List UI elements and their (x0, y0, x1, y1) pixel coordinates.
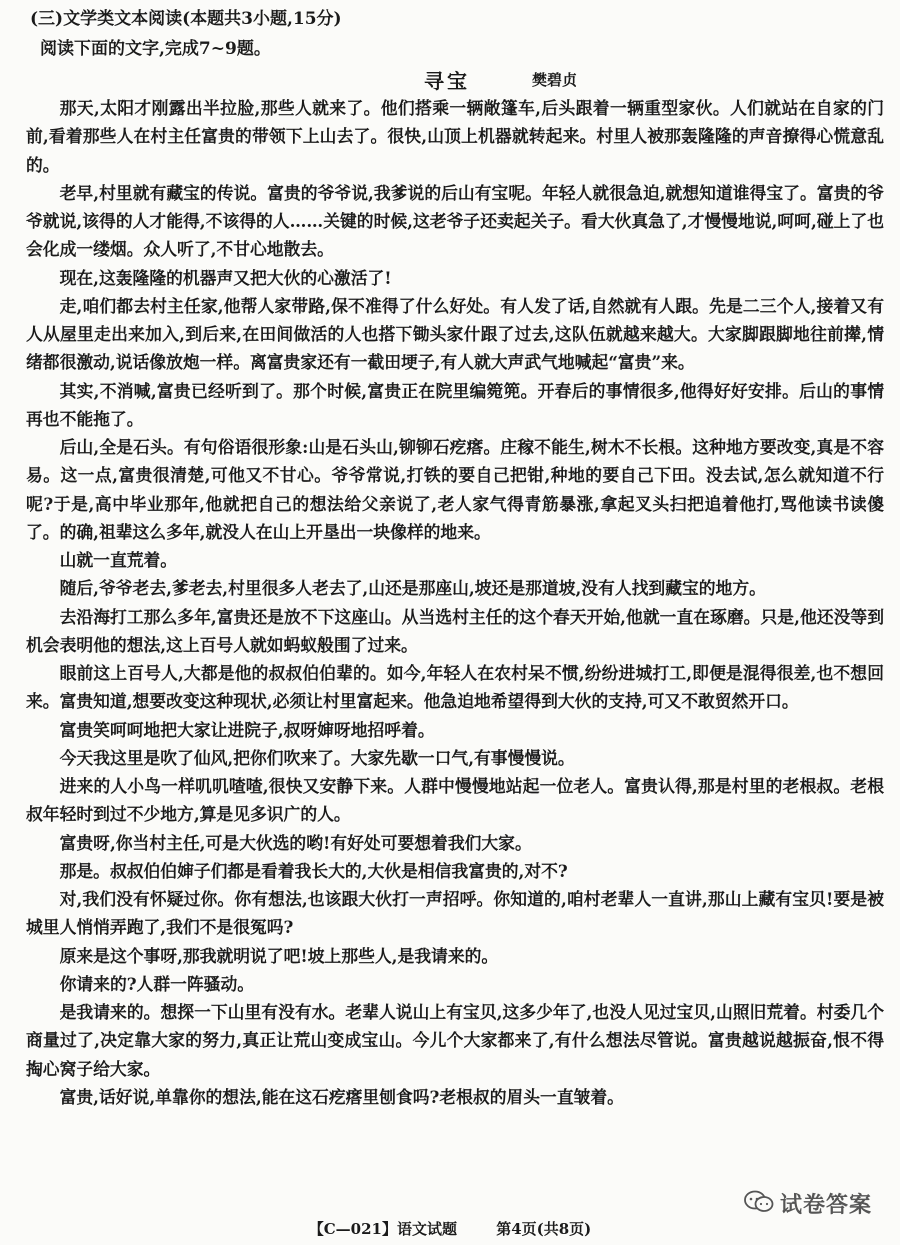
chat-bubble-icon (744, 1189, 774, 1219)
page-footer (0, 1218, 900, 1239)
article-paragraph: 眼前这上百号人,大都是他的叔叔伯伯辈的。如今,年轻人在农村呆不惯,纷纷进城打工,即便是混得很差,也不想回来。富贵知道,想要改变这种现状,必须让村里富起来。他急迫地希望得到大伙的支持,可又不敢贸然开口。 (26, 663, 884, 712)
article-paragraph: 现在,这轰隆隆的机器声又把大伙的心激活了! (59, 267, 392, 288)
article-paragraph: 进来的人小鸟一样叽叽喳喳,很快又安静下来。人群中慢慢地站起一位老人。富贵认得,那是村里的老根叔。老根叔年轻时到过不少地方,算是见多识广的人。 (26, 776, 884, 825)
article-paragraph: 原来是这个事呀,那我就明说了吧!坡上那些人,是我请来的。 (59, 945, 499, 966)
article-paragraph: 那是。叔叔伯伯婶子们都是看着我长大的,大伙是相信我富贵的,对不? (59, 860, 568, 881)
question-instruction: 阅读下面的文字,完成7~9题。 (40, 39, 271, 59)
article-paragraph: 老早,村里就有藏宝的传说。富贵的爷爷说,我爹说的后山有宝呢。年轻人就很急迫,就想知道谁得宝了。富贵的爷爷就说,该得的人才能得,不该得的人……关键的时候,这老爷子还卖起关子。看大伙真急了,才慢慢地说,呵呵,碰上了也会化成一缕烟。众人听了,不甘心地散去。 (26, 182, 884, 260)
article-paragraph: 走,咱们都去村主任家,他帮人家带路,保不准得了什么好处。有人发了话,自然就有人跟。先是二三个人,接着又有人从屋里走出来加入,到后来,在田间做活的人也搭下锄头家什跟了过去,这队伍就越来越大。大家脚跟脚地往前撵,情绪都很激动,说话像放炮一样。离富贵家还有一截田埂子,有人就大声武气地喊起“富贵”来。 (26, 295, 884, 373)
article-paragraph: 富贵,话好说,单靠你的想法,能在这石疙瘩里刨食吗?老根叔的眉头一直皱着。 (59, 1086, 624, 1107)
article-paragraph: 今天我这里是吹了仙风,把你们吹来了。大家先歇一口气,有事慢慢说。 (59, 747, 575, 768)
article-author: 樊碧贞 (532, 71, 578, 89)
article-body (26, 94, 884, 1111)
article-paragraph: 去沿海打工那么多年,富贵还是放不下这座山。从当选村主任的这个春天开始,他就一直在琢磨。只是,他还没等到机会表明他的想法,这上百号人就如蚂蚁般围了过来。 (26, 606, 884, 655)
page-number: 第4页(共8页) (496, 1220, 592, 1238)
article-paragraph: 其实,不消喊,富贵已经听到了。那个时候,富贵正在院里编箢篼。开春后的事情很多,他得好好安排。后山的事情再也不能拖了。 (26, 380, 884, 429)
exam-code: 【C—021】语文试题 (308, 1220, 457, 1238)
article-paragraph: 是我请来的。想探一下山里有没有水。老辈人说山上有宝贝,这多少年了,也没人见过宝贝,山照旧荒着。村委几个商量过了,决定靠大家的努力,真正让荒山变成宝山。今儿个大家都来了,有什么想法尽管说。富贵越说越振奋,恨不得掏心窝子给大家。 (26, 1002, 884, 1079)
article-paragraph: 那天,太阳才刚露出半拉脸,那些人就来了。他们搭乘一辆敞篷车,后头跟着一辆重型家伙。人们就站在自家的门前,看着那些人在村主任富贵的带领下上山去了。很快,山顶上机器就转起来。村里人被那轰隆隆的声音撩得心慌意乱的。 (26, 98, 884, 175)
article-title-row (0, 65, 900, 93)
article-paragraph: 富贵笑呵呵地把大家让进院子,叔呀婶呀地招呼着。 (59, 719, 435, 740)
article-paragraph: 随后,爷爷老去,爹老去,村里很多人老去了,山还是那座山,坡还是那道坡,没有人找到藏宝的地方。 (59, 578, 766, 599)
section-heading: (三)文学类文本阅读(本题共3小题,15分) (30, 9, 342, 29)
article-title: 寻宝 (424, 69, 470, 93)
article-paragraph: 山就一直荒着。 (59, 550, 178, 570)
article-paragraph: 富贵呀,你当村主任,可是大伙选的哟!有好处可要想着我们大家。 (59, 832, 532, 853)
article-paragraph: 你请来的?人群一阵骚动。 (59, 973, 255, 994)
article-paragraph: 后山,全是石头。有句俗语很形象:山是石头山,铆铆石疙瘩。庄稼不能生,树木不长根。这种地方要改变,真是不容易。这一点,富贵很清楚,可他又不甘心。爷爷常说,打铁的要自己把钳,种地的要自己下田。没去试,怎么就知道不行呢?于是,高中毕业那年,他就把自己的想法给父亲说了,老人家气得青筋暴涨,拿起叉头扫把追着他打,骂他读书读傻了。的确,祖辈这么多年,就没人在山上开垦出一块像样的地来。 (26, 437, 884, 542)
watermark (744, 1188, 872, 1219)
article-paragraph: 对,我们没有怀疑过你。你有想法,也该跟大伙打一声招呼。你知道的,咱村老辈人一直讲,那山上藏有宝贝!要是被城里人悄悄弄跑了,我们不是很冤吗? (26, 889, 884, 938)
watermark-text: 试卷答案 (780, 1193, 873, 1218)
